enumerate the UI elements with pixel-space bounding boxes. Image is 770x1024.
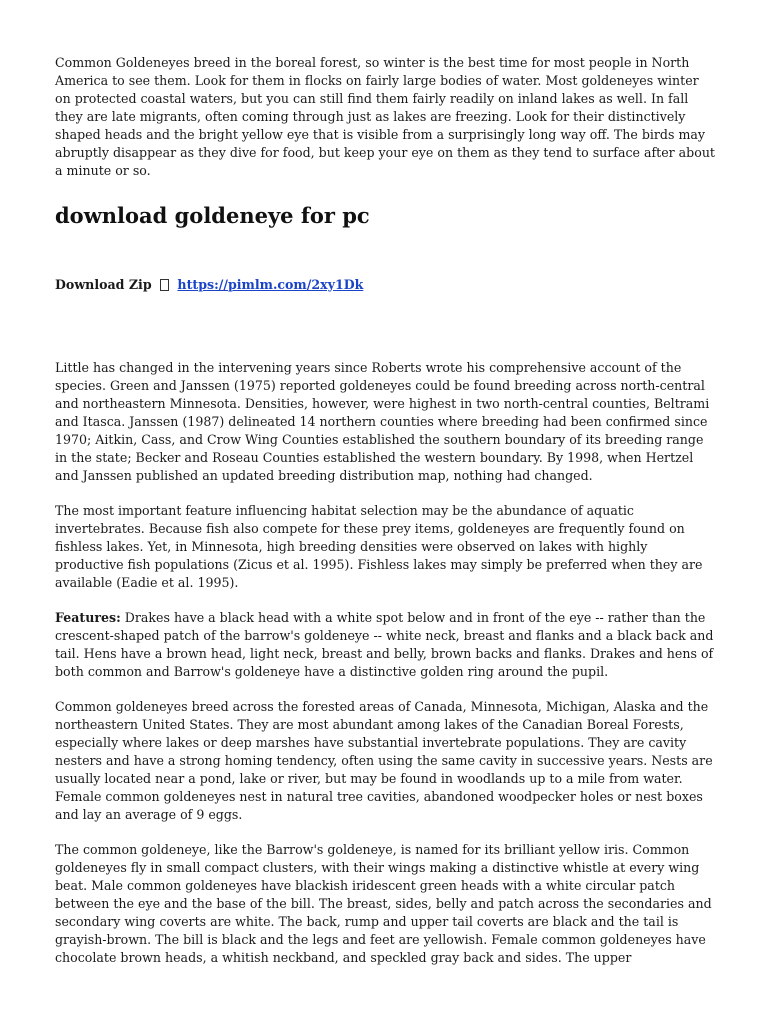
features-text: Drakes have a black head with a white spot below and in front of the eye -- rather than the crescent-shaped patch of the barrow's goldeneye -- white neck, breast and flanks and a black back and tail. Hens have a brown head, light neck, breast and belly, brown backs and flanks. Drakes and hens of both common and Barrow's goldeneye have a distinctive golden ring around the pupil. bbox=[55, 610, 714, 679]
body-paragraph: Common goldeneyes breed across the forested areas of Canada, Minnesota, Michigan, Alaska and the northeastern United States. They are most abundant among lakes of the Canadian Boreal Forests, especially where lakes or deep marshes have substantial invertebrate populations. They are cavity nesters and have a strong homing tendency, often using the same cavity in successive years. Nests are usually located near a pond, lake or river, but may be found in woodlands up to a mile from water. Female common goldeneyes nest in natural tree cavities, abandoned woodpecker holes or nest boxes and lay an average of 9 eggs. bbox=[55, 699, 713, 822]
body-paragraph: The most important feature influencing habitat selection may be the abundance of aquatic invertebrates. Because fish also compete for these prey items, goldeneyes are frequently found on fishless lakes. Yet, in Minnesota, high breeding densities were observed on lakes with highly productive fish populations (Zicus et al. 1995). Fishless lakes may simply be preferred when they are available (Eadie et al. 1995). bbox=[55, 503, 703, 590]
features-label: Features: bbox=[55, 610, 121, 625]
download-link[interactable]: https://pimlm.com/2xy1Dk bbox=[177, 277, 364, 292]
download-label: Download Zip bbox=[55, 277, 152, 292]
page-heading: download goldeneye for pc bbox=[55, 203, 370, 228]
document-content bbox=[55, 54, 717, 984]
download-line bbox=[55, 276, 717, 294]
features-paragraph bbox=[55, 609, 717, 681]
article-body bbox=[55, 359, 717, 967]
arrow-icon bbox=[160, 279, 169, 291]
body-paragraph: The common goldeneye, like the Barrow's goldeneye, is named for its brilliant yellow iris. Common goldeneyes fly in small compact clusters, with their wings making a distinctive whistle at every wing beat. Male common goldeneyes have blackish iridescent green heads with a white circular patch between the eye and the base of the bill. The breast, sides, belly and patch across the secondaries and secondary wing coverts are white. The back, rump and upper tail coverts are black and the tail is grayish-brown. The bill is black and the legs and feet are yellowish. Female common goldeneyes have chocolate brown heads, a whitish neckband, and speckled gray back and sides. The upper bbox=[55, 842, 712, 965]
body-paragraph: Little has changed in the intervening years since Roberts wrote his comprehensive account of the species. Green and Janssen (1975) reported goldeneyes could be found breeding across north-central and northeastern Minnesota. Densities, however, were highest in two north-central counties, Beltrami and Itasca. Janssen (1987) delineated 14 northern counties where breeding had been confirmed since 1970; Aitkin, Cass, and Crow Wing Counties established the southern boundary of its breeding range in the state; Becker and Roseau Counties established the western boundary. By 1998, when Hertzel and Janssen published an updated breeding distribution map, nothing had changed. bbox=[55, 360, 710, 483]
intro-paragraph: Common Goldeneyes breed in the boreal forest, so winter is the best time for most people in North America to see them. Look for them in flocks on fairly large bodies of water. Most goldeneyes winter on protected coastal waters, but you can still find them fairly readily on inland lakes as well. In fall they are late migrants, often coming through just as lakes are freezing. Look for their distinctively shaped heads and the bright yellow eye that is visible from a surprisingly long way off. The birds may abruptly disappear as they dive for food, but keep your eye on them as they tend to surface after about a minute or so. bbox=[55, 55, 715, 178]
